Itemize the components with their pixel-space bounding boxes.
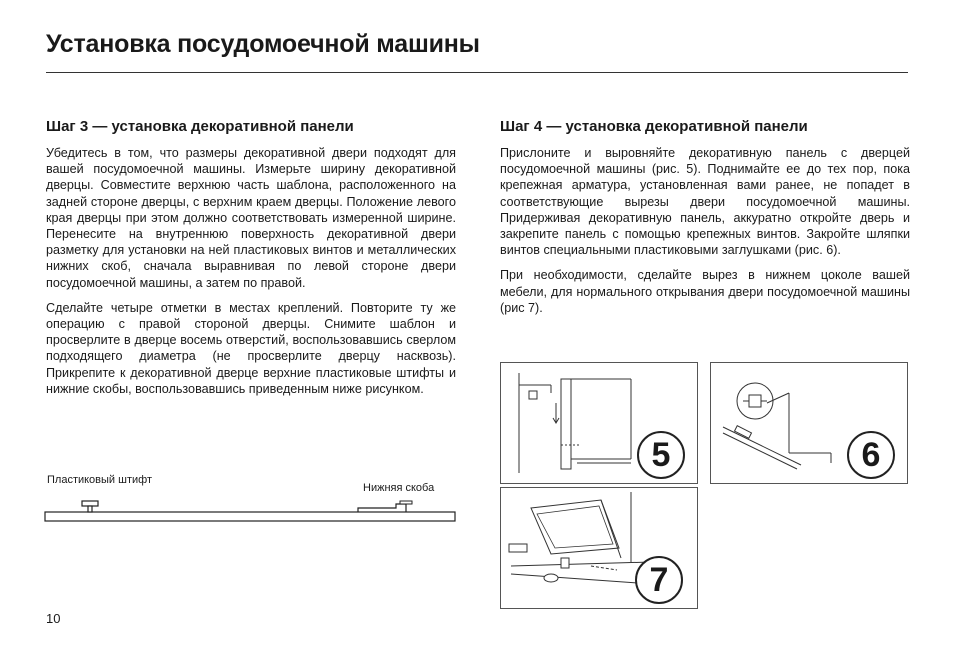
step3-paragraph-1: Убедитесь в том, что размеры декоративной двери подходят для вашей посудомоечной машины. Измерьте ширину декоративной дверцы. Совместите верхнюю часть шаблона, расположенного на задней стороне дверцы, с верхним краем дверцы. Положение левого края дверцы при этом должно соответствовать измеренной ширине. Перенесите на внутреннюю поверхность декоративной двери разметку для установки на ней пластиковых винтов и металлических нижних скоб, сначала выравнивая по левой стороне двери посудомоечной машины, а затем по правой. xyxy=(46,146,456,290)
figure-5 xyxy=(500,362,698,484)
step4-heading: Шаг 4 — установка декоративной панели xyxy=(500,118,808,135)
step3-section xyxy=(46,118,456,406)
figure-5-number: 5 xyxy=(637,431,685,479)
figure-7-number: 7 xyxy=(635,556,683,604)
step4-paragraph-1: Прислоните и выровняйте декоративную панель с дверцей посудомоечной машины (рис. 5). Поднимайте ее до тех пор, пока крепежная арматура, установленная вами ранее, не попадет в соответствующие вырезы двери посудомоечной машины. Придерживая декоративную панель, аккуратно откройте дверь и закрепите панель с помощью крепежных винтов. Закройте шляпки винтов специальными пластиковыми заглушками (рис. 6). xyxy=(500,146,910,258)
plastic-pin-label: Пластиковый штифт xyxy=(47,474,152,486)
figure-7 xyxy=(500,487,698,609)
figure-6-number: 6 xyxy=(847,431,895,479)
decor-panel-shape xyxy=(45,512,455,521)
lower-bracket-label: Нижняя скоба xyxy=(363,482,435,494)
step4-section xyxy=(500,118,910,325)
step3-heading: Шаг 3 — установка декоративной панели xyxy=(46,118,354,135)
lower-bracket-shape xyxy=(358,501,412,512)
page-title: Установка посудомоечной машины xyxy=(46,30,480,58)
plastic-pin-shape xyxy=(82,501,98,512)
figure-6 xyxy=(710,362,908,484)
step3-paragraph-2: Сделайте четыре отметки в местах креплений. Повторите ту же операцию с правой стороной дверцы. Снимите шаблон и просверлите в дверце восемь отверстий, воспользовавшись сверлом подходящего диаметра (не просверлите дверцу насквозь). Прикрепите к декоративной дверце верхние пластиковые штифты и нижние скобы, воспользовавшись приведенным ниже рисунком. xyxy=(46,300,456,396)
page-number: 10 xyxy=(46,611,61,626)
step4-paragraph-2: При необходимости, сделайте вырез в нижнем цоколе вашей мебели, для нормального открывания двери посудомоечной машины (рис 7). xyxy=(500,268,910,315)
panel-diagram xyxy=(44,495,458,525)
title-divider xyxy=(46,72,908,73)
